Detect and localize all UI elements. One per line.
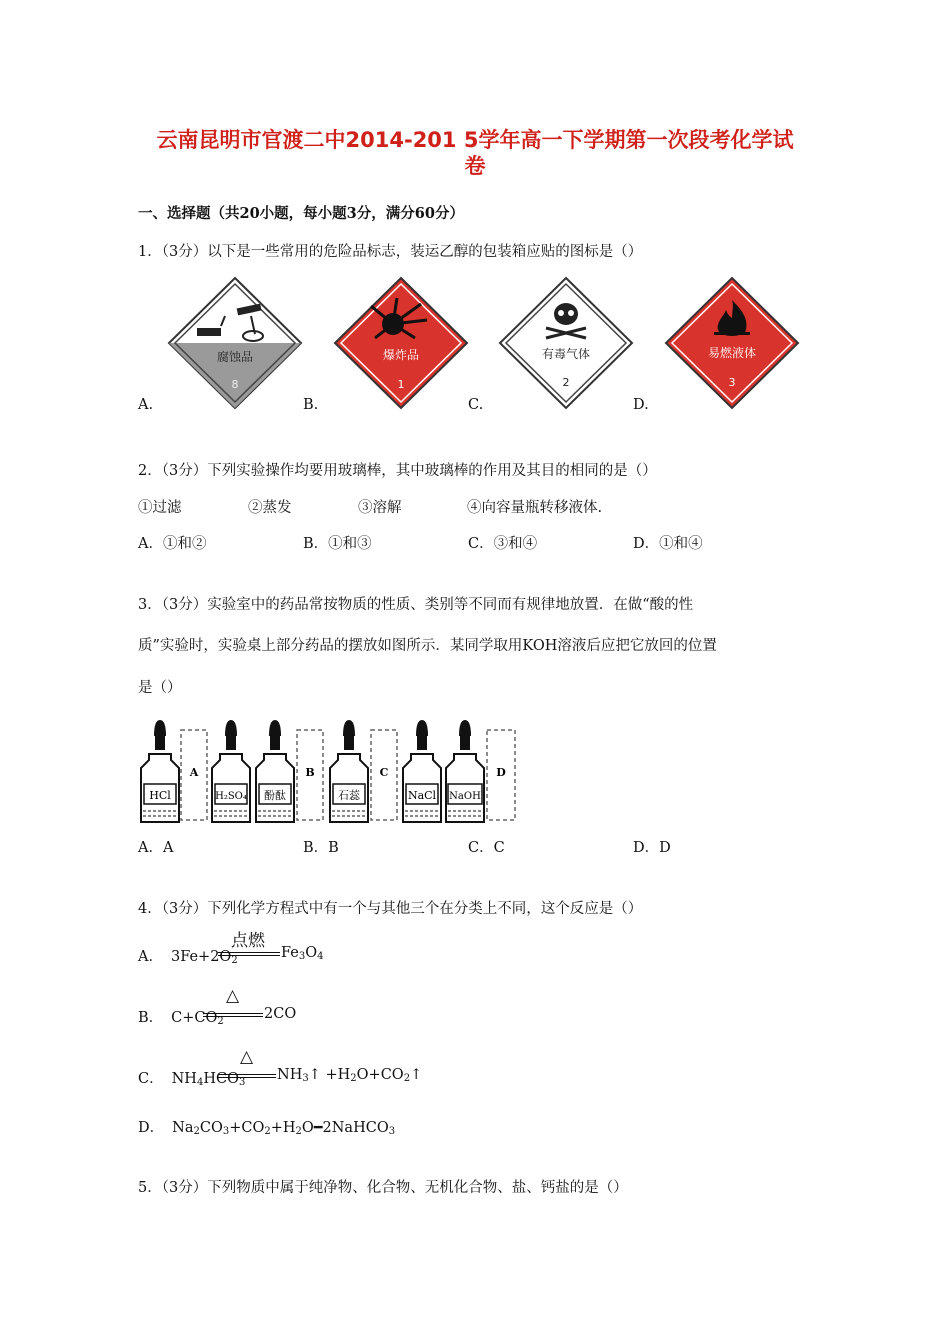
q2-stem: 2．（3分）下列实验操作均要用玻璃棒，其中玻璃棒的作用及其目的相同的是（）	[138, 463, 657, 479]
bottle-naoh	[446, 720, 484, 822]
q3-stem-line1: 3．（3分）实验室中的药品常按物质的性质、类别等不同而有规律地放置．在做“酸的性	[138, 597, 694, 613]
q2-item-4: ④向容量瓶转移液体.	[467, 500, 603, 516]
q3-option-a[interactable]: A．A	[138, 840, 174, 856]
equals-sign	[203, 1013, 263, 1017]
page-title-line2: 卷	[464, 154, 486, 178]
option-letter: B．	[138, 1010, 164, 1026]
bottle-phenolphthalein	[256, 720, 294, 822]
q3-stem-line2: 质”实验时，实验桌上部分药品的摆放如图所示．某同学取用KOH溶液后应把它放回的位置	[138, 638, 717, 654]
bottle-label: 石蕊	[338, 789, 360, 802]
sign-label: 腐蚀品	[216, 350, 254, 364]
q4-option-b[interactable]: B． $C+CO_2$	[138, 1010, 224, 1027]
q4-c-product: $NH_3↑$ $+H_2O+CO_2↑$	[277, 1067, 423, 1084]
explosive-sign-icon	[331, 276, 471, 410]
bottle-h2so4	[212, 720, 250, 822]
sign-number: 8	[231, 378, 239, 391]
sign-label: 爆炸品	[382, 348, 420, 362]
q1-option-a[interactable]: A.	[138, 397, 154, 413]
bottle-label: HCl	[149, 789, 171, 802]
q1-option-b[interactable]: B.	[303, 397, 319, 413]
q2-option-b[interactable]: B．①和③	[303, 536, 372, 552]
q4-option-a[interactable]: A． $3Fe+2O_2$	[138, 949, 238, 966]
section-heading: 一、选择题（共20小题，每小题3分，满分60分）	[138, 205, 464, 222]
sign-number: 1	[397, 378, 405, 391]
q4-option-d[interactable]: D． $Na_2CO_3+CO_2+H_2O━2NaHCO_3$	[138, 1120, 396, 1137]
option-letter: D．	[138, 1120, 165, 1136]
sign-number: 2	[562, 376, 570, 389]
q1-option-d[interactable]: D.	[633, 397, 649, 413]
corrosive-sign-icon	[165, 276, 305, 410]
q2-item-1: ①过滤	[138, 500, 182, 516]
equals-sign	[218, 952, 280, 956]
bottle-litmus	[330, 720, 368, 822]
q2-option-d[interactable]: D．①和④	[633, 536, 703, 552]
slot-label: D	[496, 766, 506, 779]
option-letter: C．	[138, 1071, 164, 1087]
q4-a-product: $Fe_3O_4$	[281, 945, 324, 962]
q4-option-c[interactable]: C． $NH_4HCO_3$	[138, 1071, 246, 1088]
q1-stem: 1．（3分）以下是一些常用的危险品标志，装运乙醇的包装箱应贴的图标是（）	[138, 244, 643, 260]
q4-b-product: 2CO	[264, 1006, 297, 1022]
q5-stem: 5．（3分）下列物质中属于纯净物、化合物、无机化合物、盐、钙盐的是（）	[138, 1180, 628, 1196]
page-title-line1: 云南昆明市官渡二中2014-201 5学年高一下学期第一次段考化学试	[156, 128, 794, 152]
flammable-liquid-sign-icon	[662, 276, 802, 410]
sign-label: 有毒气体	[541, 347, 591, 361]
q3-stem-line3: 是（）	[138, 680, 182, 696]
equals-sign	[218, 1074, 276, 1078]
toxic-gas-sign-icon	[496, 276, 636, 410]
condition-heat: △	[226, 986, 240, 1006]
bottle-label: NaOH	[449, 791, 481, 802]
q1-option-c[interactable]: C.	[468, 397, 484, 413]
bottle-nacl	[403, 720, 441, 822]
bottle-label: 酚酞	[264, 789, 286, 802]
condition-heat: △	[240, 1047, 254, 1067]
q3-option-b[interactable]: B．B	[303, 840, 339, 856]
q2-item-3: ③溶解	[358, 500, 402, 516]
q4-stem: 4．（3分）下列化学方程式中有一个与其他三个在分类上不同，这个反应是（）	[138, 901, 643, 917]
reagent-shelf-figure	[135, 714, 520, 826]
bottle-label: H₂SO₄	[215, 791, 247, 802]
option-letter: A．	[138, 949, 163, 965]
slot-label: A	[189, 766, 199, 779]
condition-ignite: 点燃	[231, 931, 265, 951]
bottle-hcl	[141, 720, 179, 822]
slot-label: C	[379, 766, 389, 779]
q3-option-d[interactable]: D．D	[633, 840, 671, 856]
q2-item-2: ②蒸发	[248, 500, 292, 516]
q3-option-c[interactable]: C．C	[468, 840, 505, 856]
sign-label: 易燃液体	[707, 346, 757, 360]
bottle-label: NaCl	[407, 789, 437, 802]
sign-number: 3	[728, 376, 736, 389]
q2-option-a[interactable]: A．①和②	[138, 536, 207, 552]
slot-label: B	[305, 766, 315, 779]
q2-option-c[interactable]: C．③和④	[468, 536, 538, 552]
